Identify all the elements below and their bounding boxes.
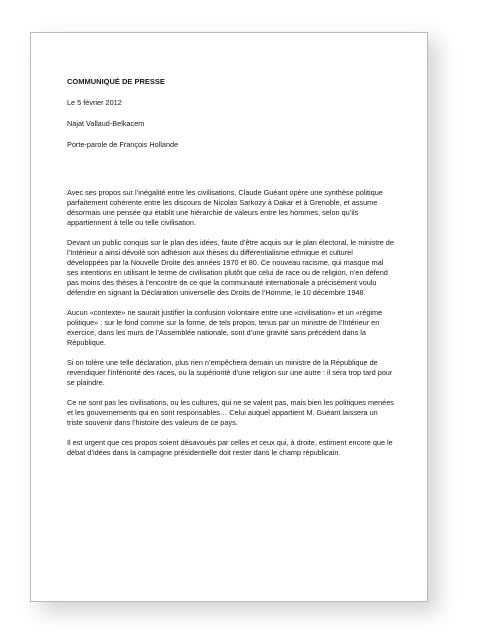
paragraph: Aucun «contexte» ne saurait justifier la confusion volontaire entre une «civilisation» et un «régime politique» : sur le fond comme sur la forme, de tels propos, tenus par un ministre de l’Intérieur en exercice, dans les murs de l’Assemblée nationale, sont d’une gravité sans précédent dans la République.: [67, 308, 383, 347]
paragraph: Il est urgent que ces propos soient désavoués par celles et ceux qui, à droite, estiment encore que le débat d’idées dans la campagne présidentielle doit rester dans le champ républicain.: [67, 438, 393, 457]
document-date: Le 5 février 2012: [67, 98, 122, 107]
document-body: [67, 77, 395, 468]
document-page: [30, 32, 428, 602]
paragraph: Avec ses propos sur l’inégalité entre les civilisations, Claude Guéant opère une synthèse politique parfaitement cohérente entre les discours de Nicolas Sarkozy à Dakar et à Grenoble, et assume désormais une pensée qui établit une hiérarchie de valeurs entre les hommes, selon qu’ils appartiennent à telle ou telle civilisation.: [67, 188, 383, 227]
paragraph: Devant un public conquis sur le plan des idées, faute d’être acquis sur le plan électoral, le ministre de l’Intérieur a ainsi dévoilé son adhésion aux thèses du différentialisme ethnique et culturel développées par la Nouvelle Droite des années 1970 et 80. Ce nouveau racisme, qui masque mal ses intentions en utilisant le terme de civilisation plutôt que celui de race ou de religion, n’en défend pas moins des thèses à l’encontre de ce que la communauté internationale a précisément voulu défendre en signant la Déclaration universelle des Droits de l’Homme, le 10 décembre 1948.: [67, 238, 394, 297]
document-title: COMMUNIQUÉ DE PRESSE: [67, 77, 165, 86]
document-author: Najat Vallaud-Belkacem: [67, 119, 145, 128]
paragraph: Si on tolère une telle déclaration, plus rien n’empêchera demain un ministre de la République de revendiquer l’infériorité des races, ou la supériorité d’une religion sur une autre : il sera trop tard pour se plaindre.: [67, 358, 393, 387]
document-author-role: Porte-parole de François Hollande: [67, 140, 179, 149]
paragraph: Ce ne sont pas les civilisations, ou les cultures, qui ne se valent pas, mais bien les politiques menées et les gouvernements qui en sont responsables… Celui auquel appartient M. Guéant laissera un triste souvenir dans l’histoire des valeurs de ce pays.: [67, 398, 394, 427]
